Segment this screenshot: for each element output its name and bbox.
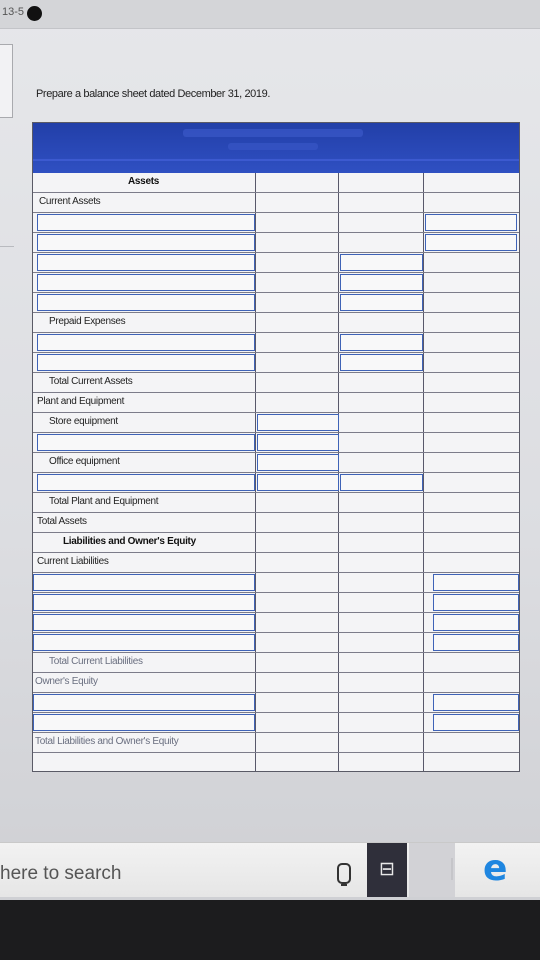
table-row <box>33 333 519 353</box>
owners-equity-label: Owner's Equity <box>35 676 98 687</box>
account-name-input[interactable] <box>33 714 255 731</box>
table-row <box>33 173 519 193</box>
table-row <box>33 693 519 713</box>
side-panel-box[interactable] <box>0 44 13 118</box>
table-row <box>33 713 519 733</box>
store-equipment-label: Store equipment <box>49 416 118 427</box>
windows-taskbar <box>0 842 540 897</box>
task-view-icon[interactable]: ⊟ <box>367 843 407 897</box>
amount-input[interactable] <box>433 714 519 731</box>
amount-input[interactable] <box>433 594 519 611</box>
edge-browser-icon[interactable]: e <box>483 848 508 889</box>
current-liabilities-label: Current Liabilities <box>37 556 109 567</box>
amount-input[interactable] <box>340 294 423 311</box>
section-heading-liabilities: Liabilities and Owner's Equity <box>63 536 196 547</box>
microphone-icon[interactable] <box>337 863 351 884</box>
account-name-input[interactable] <box>37 214 255 231</box>
account-name-input[interactable] <box>33 614 255 631</box>
header-stripe <box>33 159 519 161</box>
total-current-assets-label: Total Current Assets <box>49 376 133 387</box>
account-name-input[interactable] <box>33 574 255 591</box>
table-row <box>33 493 519 513</box>
table-row <box>33 453 519 473</box>
prepaid-expenses-label: Prepaid Expenses <box>49 316 126 327</box>
amount-input[interactable] <box>433 634 519 651</box>
amount-input[interactable] <box>340 354 423 371</box>
amount-input[interactable] <box>425 214 517 231</box>
table-row <box>33 613 519 633</box>
taskbar-search-box[interactable]: here to search <box>0 863 122 884</box>
table-row <box>33 213 519 233</box>
account-name-input[interactable] <box>37 234 255 251</box>
table-row <box>33 413 519 433</box>
sheet-header <box>33 123 519 173</box>
amount-input[interactable] <box>257 414 339 431</box>
table-row <box>33 393 519 413</box>
table-row <box>33 293 519 313</box>
amount-input[interactable] <box>433 694 519 711</box>
account-name-input[interactable] <box>37 354 255 371</box>
total-assets-label: Total Assets <box>37 516 87 527</box>
amount-input[interactable] <box>257 454 339 471</box>
account-name-input[interactable] <box>33 634 255 651</box>
table-row <box>33 533 519 553</box>
table-row <box>33 313 519 333</box>
amount-input[interactable] <box>425 234 517 251</box>
account-name-input[interactable] <box>37 334 255 351</box>
amount-input[interactable] <box>433 614 519 631</box>
account-name-input[interactable] <box>37 294 255 311</box>
monitor-bezel <box>0 900 540 960</box>
company-name-blurred <box>183 129 363 137</box>
account-name-input[interactable] <box>37 254 255 271</box>
table-row <box>33 273 519 293</box>
account-name-input[interactable] <box>33 694 255 711</box>
current-assets-label: Current Assets <box>39 196 101 207</box>
table-row <box>33 473 519 493</box>
table-row <box>33 233 519 253</box>
table-row <box>33 553 519 573</box>
table-row <box>33 573 519 593</box>
section-heading-assets: Assets <box>128 176 159 187</box>
table-row <box>33 633 519 653</box>
table-row <box>33 193 519 213</box>
table-row <box>33 733 519 753</box>
problem-id: 13-5 <box>2 6 25 18</box>
amount-input[interactable] <box>340 274 423 291</box>
taskbar-app-tile[interactable] <box>409 843 455 897</box>
amount-input[interactable] <box>340 334 423 351</box>
plant-and-equipment-label: Plant and Equipment <box>37 396 125 407</box>
statement-title-blurred <box>228 143 318 150</box>
amount-input[interactable] <box>433 574 519 591</box>
account-name-input[interactable] <box>37 434 255 451</box>
amount-input[interactable] <box>257 474 339 491</box>
instruction-text: Prepare a balance sheet dated December 31, 2019. <box>36 88 270 100</box>
table-row <box>33 433 519 453</box>
taskbar-separator <box>451 858 453 880</box>
total-current-liabilities-label: Total Current Liabilities <box>49 656 143 667</box>
top-bar <box>0 0 540 29</box>
table-row <box>33 353 519 373</box>
table-row <box>33 253 519 273</box>
total-plant-and-equipment-label: Total Plant and Equipment <box>49 496 159 507</box>
table-row <box>33 653 519 673</box>
balance-sheet-form <box>32 122 520 772</box>
account-name-input[interactable] <box>33 594 255 611</box>
table-row <box>33 593 519 613</box>
amount-input[interactable] <box>257 434 339 451</box>
table-row <box>33 673 519 693</box>
table-row <box>33 513 519 533</box>
amount-input[interactable] <box>340 474 423 491</box>
account-name-input[interactable] <box>37 474 255 491</box>
table-row <box>33 373 519 393</box>
amount-input[interactable] <box>340 254 423 271</box>
account-name-input[interactable] <box>37 274 255 291</box>
status-dot-icon <box>27 6 42 21</box>
side-divider <box>0 246 14 247</box>
office-equipment-label: Office equipment <box>49 456 120 467</box>
total-liabilities-and-equity-label: Total Liabilities and Owner's Equity <box>35 736 179 747</box>
